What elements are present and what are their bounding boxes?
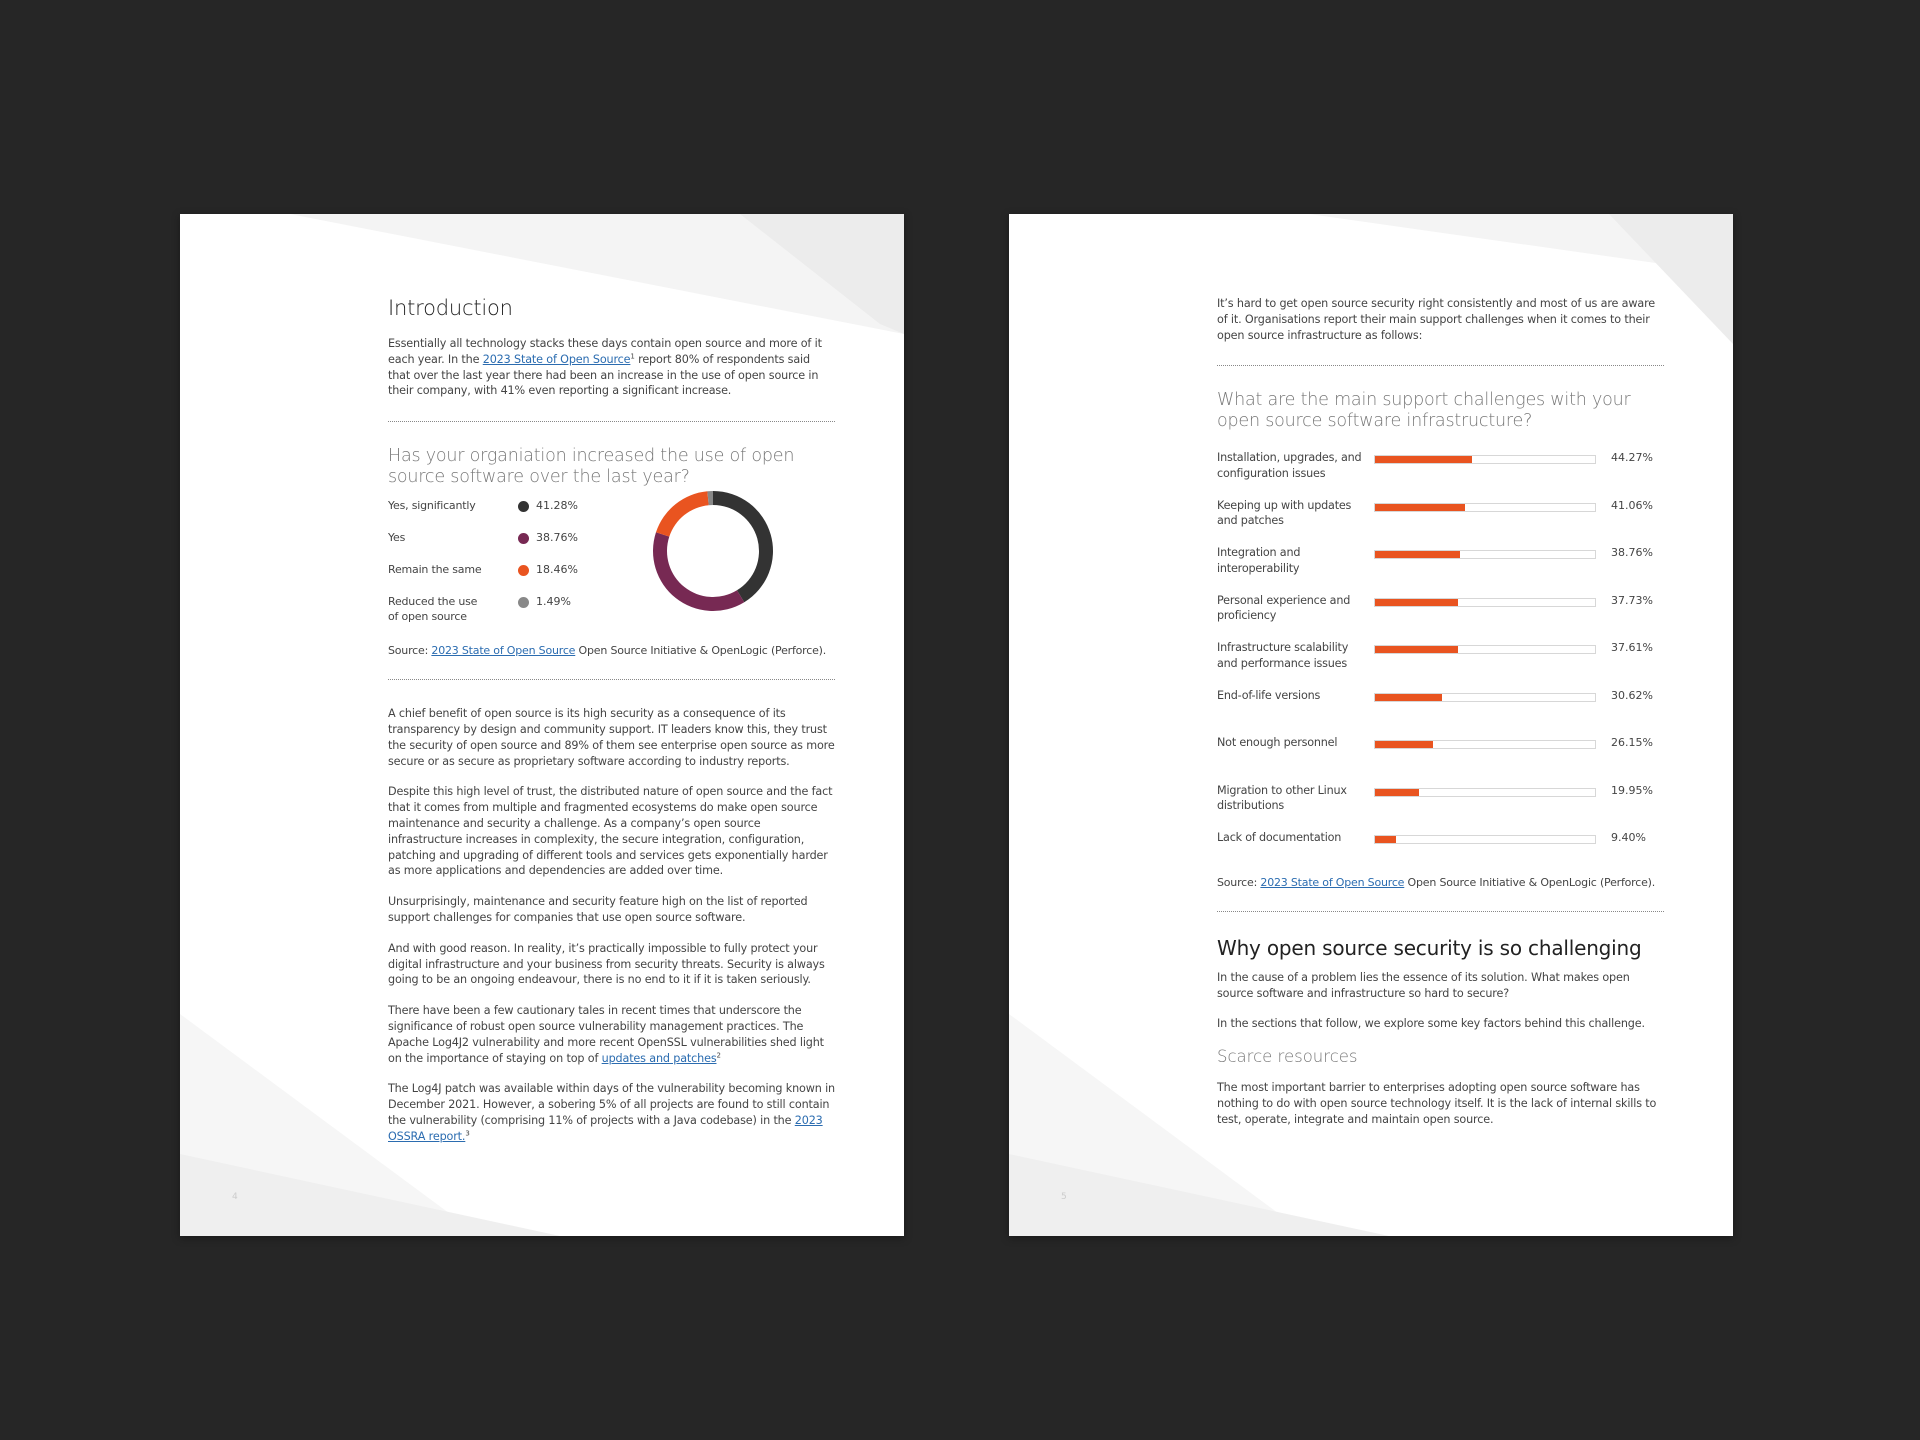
log4j-text: There have been a few cautionary tales in recent times that underscore the significance of robust open source vulnerability management practices. The Apache Log4J2 vulnerability and more recent OpenSSL vulnerabilities shed light on the importance of staying on top of [388, 1004, 824, 1065]
bar-row [1217, 593, 1664, 641]
bar-label: Keeping up with updates and patches [1217, 498, 1352, 528]
legend-dot [518, 597, 529, 608]
bar-row [1217, 498, 1664, 546]
source-prefix: Source: [388, 644, 432, 658]
bar [1375, 694, 1442, 701]
ossra-report-link[interactable]: 2023 OSSRA report. [388, 1113, 823, 1143]
body-paragraph: A chief benefit of open source is its high security as a consequence of its transparency by design and community support. IT leaders know this, they trust the security of open source and 89% of them see enterprise open source as more secure or as secure as proprietary software according to industry reports. [388, 707, 835, 768]
bar-row [1217, 830, 1664, 878]
bar-chart [1217, 450, 1664, 878]
section-title: Why open source security is so challenging [1217, 935, 1642, 960]
legend-label: Yes [388, 531, 406, 545]
bar-label: End-of-life versions [1217, 688, 1321, 702]
page-number: 4 [232, 1192, 238, 1202]
bar-track [1374, 550, 1596, 559]
source-prefix: Source: [1217, 875, 1261, 889]
subsection-paragraph: The most important barrier to enterprises adopting open source software has nothing to do with open source technology itself. It is the lack of internal skills to test, operate, integrate and maintain open source. [1217, 1081, 1657, 1126]
patch-text: The Log4J patch was available within days of the vulnerability becoming known in December 2021. However, a sobering 5% of all projects are found to still contain the vulnerability (comprising 11% of projects with a Java codebase) in the [388, 1082, 835, 1127]
bar-row [1217, 545, 1664, 593]
bar [1375, 551, 1460, 558]
bar-value-label: 37.61% [1611, 641, 1653, 655]
source-link[interactable]: 2023 State of Open Source [431, 644, 576, 658]
legend-label: Remain the same [388, 563, 482, 577]
bar-value-label: 9.40% [1611, 831, 1646, 845]
bar-track [1374, 455, 1596, 464]
source-link[interactable]: 2023 State of Open Source [1260, 875, 1405, 889]
bar-label: Migration to other Linux distributions [1217, 783, 1347, 813]
bar [1375, 836, 1396, 843]
bar-track [1374, 740, 1596, 749]
bar-label: Lack of documentation [1217, 831, 1342, 845]
source-suffix: Open Source Initiative & OpenLogic (Perforce). [575, 644, 827, 658]
bar-value-label: 38.76% [1611, 546, 1653, 560]
bar-value-label: 30.62% [1611, 688, 1653, 702]
bar-row [1217, 783, 1664, 831]
bar-track [1374, 645, 1596, 654]
donut-chart-question: Has your organiation increased the use of open source software over the last year? [388, 446, 795, 488]
legend-value: 1.49% [536, 595, 571, 609]
body-paragraph: Despite this high level of trust, the distributed nature of open source and the fact that it comes from multiple and fragmented ecosystems do make open source maintenance and security a challenge. As a company’s open source infrastructure increases in complexity, the secure integration, configuration, patching and upgrading of different tools and services gets exponentially harder as more applications and dependencies are added over time. [388, 785, 833, 878]
bar [1375, 789, 1419, 796]
bar-track [1374, 503, 1596, 512]
bar-row [1217, 450, 1664, 498]
dotted-divider [1217, 365, 1664, 366]
bar [1375, 599, 1458, 606]
bar-label: Not enough personnel [1217, 736, 1338, 750]
bar-value-label: 19.95% [1611, 783, 1653, 797]
legend-row [388, 530, 588, 562]
page-title: Introduction [388, 296, 513, 320]
footnote-marker: 2 [716, 1050, 721, 1059]
bar-row [1217, 735, 1664, 783]
body-paragraph: And with good reason. In reality, it’s practically impossible to fully protect your digital infrastructure and your business from security threats. Security is always going to be an ongoing endeavour, there is no end to it if it is taken seriously. [388, 941, 825, 987]
left-page-content [388, 296, 835, 1160]
bar-value-label: 26.15% [1611, 736, 1653, 750]
donut-slice [713, 491, 773, 602]
bar [1375, 504, 1465, 511]
legend-value: 38.76% [536, 531, 578, 545]
bar-row [1217, 640, 1664, 688]
page-number: 5 [1061, 1192, 1067, 1202]
body-paragraph [388, 1003, 835, 1066]
dotted-divider [388, 421, 835, 422]
source-suffix: Open Source Initiative & OpenLogic (Perforce). [1404, 875, 1656, 889]
body-paragraph: Unsurprisingly, maintenance and security feature high on the list of reported support challenges for companies that use open source software. [388, 895, 808, 924]
bar-row [1217, 688, 1664, 736]
bar [1375, 741, 1433, 748]
legend-row [388, 594, 588, 626]
bar-chart-question: What are the main support challenges with your open source software infrastructure? [1217, 390, 1631, 432]
bar-value-label: 41.06% [1611, 498, 1653, 512]
legend-row [388, 498, 588, 530]
bar-label: Installation, upgrades, and configuration issues [1217, 451, 1362, 480]
bar-value-label: 44.27% [1611, 451, 1653, 465]
legend-label: Yes, significantly [388, 499, 476, 513]
legend-dot [518, 501, 529, 512]
footnote-marker: 3 [465, 1128, 470, 1137]
state-of-open-source-link[interactable]: 2023 State of Open Source [482, 352, 631, 366]
body-paragraph [388, 1081, 835, 1144]
intro-paragraph: It’s hard to get open source security right consistently and most of us are aware of it. Organisations report their main support challenges when it comes to their open source infrastructure as follows: [1217, 297, 1656, 342]
right-page [1009, 214, 1733, 1236]
legend-row [388, 562, 588, 594]
dotted-divider [388, 679, 835, 680]
dotted-divider [1217, 911, 1664, 912]
legend-label: Reduced the use of open source [388, 595, 478, 624]
legend-dot [518, 565, 529, 576]
right-page-content [1217, 296, 1664, 1143]
legend-dot [518, 533, 529, 544]
intro-text-b: report 80% of respondents said that over the last year there had been an increase in the use of open source in their company, with 41% even reporting a significant increase. [388, 352, 819, 398]
legend-value: 18.46% [536, 563, 578, 577]
updates-and-patches-link[interactable]: updates and patches [601, 1051, 717, 1065]
bar-track [1374, 693, 1596, 702]
donut-graphic [648, 486, 778, 616]
footnote-marker: 1 [630, 352, 635, 361]
donut-slice [653, 532, 744, 611]
bar [1375, 646, 1458, 653]
section-paragraph: In the sections that follow, we explore some key factors behind this challenge. [1217, 1017, 1645, 1031]
bar [1375, 456, 1472, 463]
bar-track [1374, 598, 1596, 607]
intro-paragraph [388, 336, 835, 399]
bar-track [1374, 835, 1596, 844]
left-page [180, 214, 904, 1236]
donut-slice [656, 491, 709, 536]
bar-label: Personal experience and proficiency [1217, 593, 1351, 623]
intro-text-a: Essentially all technology stacks these days contain open source and more of it each year. In the [388, 337, 822, 366]
legend-value: 41.28% [536, 499, 578, 513]
donut-chart [388, 498, 835, 638]
bar-track [1374, 788, 1596, 797]
bar-label: Infrastructure scalability and performance issues [1217, 641, 1349, 670]
chart-source [388, 644, 835, 657]
bar-value-label: 37.73% [1611, 593, 1653, 607]
bar-label: Integration and interoperability [1217, 546, 1301, 575]
subsection-title: Scarce resources [1217, 1047, 1358, 1067]
section-paragraph: In the cause of a problem lies the essence of its solution. What makes open source software and infrastructure so hard to secure? [1217, 970, 1630, 1000]
